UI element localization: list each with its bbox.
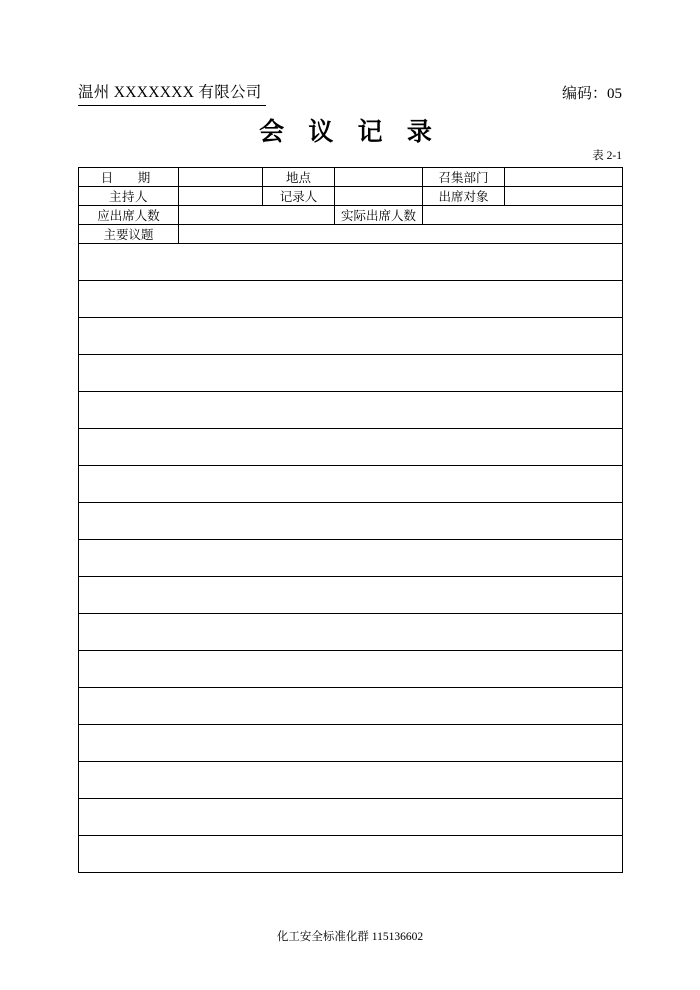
host-label: 主持人 [79,187,179,206]
table-row [79,355,623,392]
place-value[interactable] [335,168,423,187]
host-value[interactable] [179,187,263,206]
table-row [79,651,623,688]
content-line[interactable] [79,651,623,688]
content-line[interactable] [79,688,623,725]
recorder-value[interactable] [335,187,423,206]
table-row [79,725,623,762]
table-row [79,429,623,466]
document-code: 编码：05 [561,86,622,102]
content-line[interactable] [79,762,623,799]
table-row [79,225,623,244]
content-line[interactable] [79,540,623,577]
content-line[interactable] [79,281,623,318]
content-line[interactable] [79,836,623,873]
table-row [79,206,623,225]
table-row [79,466,623,503]
table-row [79,168,623,187]
meeting-record-table [78,167,623,873]
content-line[interactable] [79,466,623,503]
actual-count-value[interactable] [423,206,623,225]
table-number-label: 表 2-1 [592,150,622,162]
expected-count-value[interactable] [179,206,335,225]
content-line[interactable] [79,429,623,466]
content-line[interactable] [79,503,623,540]
table-row [79,244,623,281]
content-line[interactable] [79,392,623,429]
convening-dept-label: 召集部门 [423,168,505,187]
content-line[interactable] [79,577,623,614]
content-line[interactable] [79,244,623,281]
table-row [79,577,623,614]
table-row [79,688,623,725]
content-line[interactable] [79,614,623,651]
table-row [79,281,623,318]
content-line[interactable] [79,799,623,836]
table-row [79,503,623,540]
expected-count-label: 应出席人数 [79,206,179,225]
attendee-target-label: 出席对象 [423,187,505,206]
document-header [78,80,622,106]
date-value[interactable] [179,168,263,187]
main-topic-label: 主要议题 [79,225,179,244]
page-title: 会 议 记 录 [259,119,441,146]
actual-count-label: 实际出席人数 [335,206,423,225]
table-row [79,836,623,873]
table-row [79,540,623,577]
table-row [79,799,623,836]
date-label: 日 期 [79,168,179,187]
content-line[interactable] [79,355,623,392]
table-row [79,318,623,355]
main-topic-value[interactable] [179,225,623,244]
place-label: 地点 [263,168,335,187]
company-name: 温州 XXXXXXX 有限公司 [78,80,266,106]
table-row [79,762,623,799]
table-row [79,392,623,429]
convening-dept-value[interactable] [505,168,623,187]
content-line[interactable] [79,318,623,355]
content-line[interactable] [79,725,623,762]
footer-text: 化工安全标准化群 115136602 [276,931,424,943]
attendee-target-value[interactable] [505,187,623,206]
table-row [79,187,623,206]
table-row [79,614,623,651]
recorder-label: 记录人 [263,187,335,206]
